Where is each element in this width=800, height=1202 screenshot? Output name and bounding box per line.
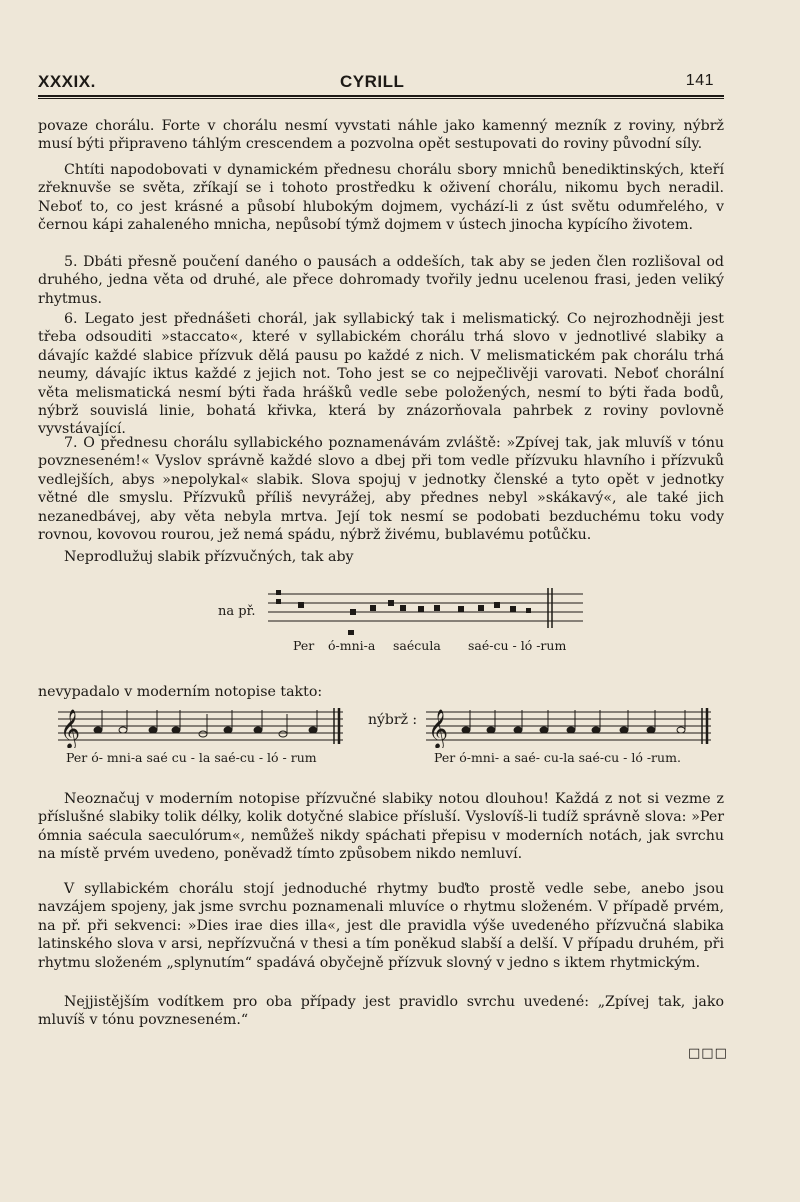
lyric-syllable: Per — [293, 638, 315, 653]
end-mark: □□□ — [688, 1046, 728, 1061]
header-rule-thin — [38, 98, 724, 99]
lyric-syllable: ó-mni-a — [328, 638, 376, 653]
nybrz-label: nýbrž : — [368, 712, 418, 728]
paragraph-4: 6. Legato jest přednášeti chorál, jak syllabický tak i melismatický. Co nejrozhodněji jest třeba odsouditi »staccato«, které v syllabickém chorálu trhá slovo v jednotlivé slabiky a dávajíc každé slabice přízvuk dělá pausu po každé z nich. V melismatickém pak chorálu trhá neumy, dávajíc iktus každé z jejich not. Toho jest se co nejpečlivěji varovati. Neboť chorální věta melismatická nesmí býti řada hrášků vedle sebe položených, nesmí to býti řada bodů, nýbrž souvislá linie, bohatá křivka, která by znázorňovala pahrbek z roviny povlovně vyvstávající. — [38, 311, 724, 438]
volume-number: XXXIX. — [38, 72, 96, 91]
paragraph-2: Chtíti napodobovati v dynamickém přednesu chorálu sbory mnichů benediktinských, kteří zřeknuvše se světa, zříkají se i tohoto prostředku k oživení chorálu, nikomu bych neradil. Neboť to, co jest krásné a působí hlubokým dojmem, vychází-li z úst světu odumřelého, v černou kápi zahaleného mnicha, nepůsobí týmž dojmem v ústech jinocha kypícího životem. — [38, 162, 724, 234]
chant-example — [218, 586, 588, 656]
svg-text:𝄞: 𝄞 — [60, 709, 81, 748]
paragraph-8: V syllabickém chorálu stojí jednoduché rhytmy buďto prostě vedle sebe, anebo jsou navzájem spojeny, jak jsme svrchu poznamenali mluvíce o rhytmu složeném. V případě prvém, na př. při sekvenci: »Dies irae dies illa«, jest dle pravidla výše uvedeného přízvučná slabika latinského slova v arsi, nepřízvučná v thesi a tím poněkud slabší a delší. V případu druhém, při rhytmu složeném „splynutím“ spadává obyčejně přízvuk slovný v jedno s iktem rhytmickým. — [38, 881, 724, 971]
paragraph-1: povaze chorálu. Forte v chorálu nesmí vyvstati náhle jako kamenný mezník z roviny, nýbrž musí býti připraveno táhlým crescendem a pozvolna opět sestupovati do roviny původní síly. — [38, 118, 724, 153]
lyrics-left: Per ó- mni-a saé cu - la saé-cu - ló - rum — [66, 750, 317, 765]
paragraph-7: Neoznačuj v moderním notopise přízvučné slabiky notou dlouhou! Každá z not si vezme z příslušné slabiky tolik délky, kolik dotyčné slabice přísluší. Vyslovíš-li tudíž správně slova: »Per ómnia saécula saeculórum«, nemůžeš nikdy spáchati přepisu v moderních notách, jak svrchu na místě prvém uvedeno, poněvadž tímto způsobem nikdo nemluví. — [38, 791, 724, 863]
staff-right — [426, 704, 716, 748]
paragraph-6: Neprodlužuj slabik přízvučných, tak aby — [64, 549, 354, 565]
chant-staff — [268, 586, 638, 636]
header-rule — [38, 95, 724, 97]
lyric-syllable: saé-cu - ló -rum — [468, 638, 567, 653]
example-caption: nevypadalo v moderním notopise takto: — [38, 684, 323, 701]
paragraph-5: 7. O přednesu chorálu syllabického poznamenávám zvláště: »Zpívej tak, jak mluvíš v tónu povzneseném!« Vyslov správně každé slovo a dbej při tom vedle přízvuku hlavního i přízvuků vedlejších, abys »nepolykal« slabik. Slova spojuj v jednotky členské a tyto opět v jednotky větné dle smyslu. Přízvuků příliš nevyrážej, aby přednes nebyl »skákavý«, ale také jich nezanedbávej, aby věta nebyla mrtva. Její tok nesmí se podobati bezduchému toku vody rovnou, kovovou rourou, jež nemá spádu, nýbrž živému, bublavému potůčku. — [38, 435, 724, 544]
example-label: na př. — [218, 604, 256, 619]
staff-left — [58, 704, 348, 748]
running-header — [38, 72, 724, 94]
modern-notation-wrong — [58, 704, 358, 770]
journal-title: CYRILL — [340, 72, 405, 91]
lyric-syllable: saécula — [393, 638, 441, 653]
page-number: 141 — [685, 72, 714, 89]
svg-text:𝄞: 𝄞 — [428, 709, 449, 748]
lyrics-right: Per ó-mni- a saé- cu-la saé-cu - ló -rum. — [434, 750, 681, 765]
paragraph-3: 5. Dbáti přesně poučení daného o pausách a oddeších, tak aby se jeden člen rozlišoval od druhého, jedna věta od druhé, ale přece dohromady tvořily jednu ucelenou frasi, jeden veliký rhytmus. — [38, 254, 724, 307]
modern-notation-right — [426, 704, 726, 770]
paragraph-9: Nejjistějším vodítkem pro oba případy jest pravidlo svrchu uvedené: „Zpívej tak, jako mluvíš v tónu povzneseném.“ — [38, 994, 724, 1029]
page — [38, 0, 738, 1202]
